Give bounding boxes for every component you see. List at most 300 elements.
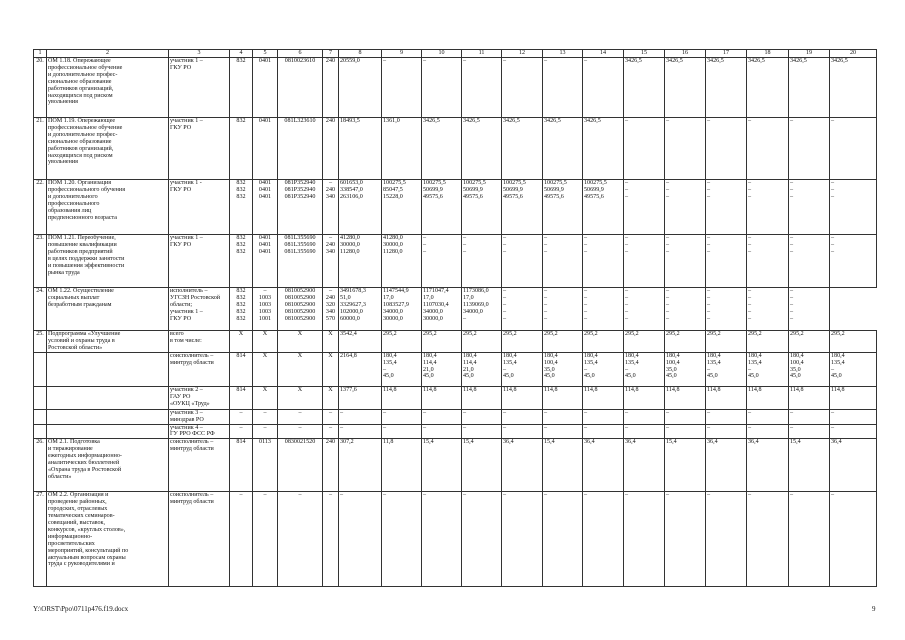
cell-line: 60000,0 [340, 315, 360, 322]
cell-line: – [625, 241, 629, 248]
cell-y2030 [830, 180, 877, 235]
cell-line: – [298, 409, 302, 416]
cell-line [48, 410, 167, 417]
cell-line: – [503, 301, 507, 308]
cell-expense-type-code [323, 492, 339, 587]
cell-line: – [239, 424, 243, 431]
cell-line: – [748, 308, 752, 315]
header-cell: 15 [624, 50, 665, 58]
cell-line: ПОМ 1.19. Опережающее [48, 118, 116, 124]
cell-line: 3426,5 [584, 118, 601, 124]
header-cell: 18 [747, 50, 789, 58]
cell-line: 832 [236, 294, 246, 301]
cell-line: – [423, 58, 427, 64]
cell-line: находящихся под риском [48, 152, 113, 159]
cell-y2025 [624, 58, 665, 118]
page-number: 9 [872, 605, 876, 613]
cell-y2027 [706, 352, 747, 386]
cell-line: – [625, 301, 629, 308]
cell-line: области» [48, 473, 72, 480]
cell-measure-name [47, 235, 169, 288]
cell-line: – [831, 248, 835, 255]
cell-line: 50699,9 [463, 186, 483, 193]
cell-line: 23. [36, 235, 44, 241]
cell-target-article-code [278, 409, 323, 424]
cell-line: – [707, 193, 711, 200]
cell-line: – [544, 294, 548, 301]
cell-line: – [503, 248, 507, 255]
cell-line: 17,0 [383, 294, 394, 301]
cell-line: – [831, 118, 835, 124]
cell-row-number [34, 118, 47, 180]
cell-line: – [790, 301, 794, 308]
cell-line: увольнения [48, 159, 78, 166]
cell-y2027 [706, 386, 747, 409]
cell-line: 20. [36, 58, 44, 64]
cell-line: – [625, 118, 629, 124]
cell-line: 3426,5 [544, 118, 561, 124]
cell-measure-name [47, 331, 169, 353]
cell-line: – [666, 294, 670, 301]
cell-y2026 [665, 235, 706, 288]
cell-line: – [383, 424, 387, 431]
cell-target-article-code [278, 424, 323, 439]
cell-line: – [503, 308, 507, 315]
cell-line: – [263, 492, 267, 499]
cell-line: 240 [325, 294, 336, 301]
cell-line: 0401 [258, 118, 272, 124]
cell-line: – [263, 288, 267, 294]
cell-target-article-code [278, 439, 323, 492]
cell-line: 3542,4 [340, 331, 357, 337]
cell-line: 51,0 [340, 294, 351, 301]
cell-line: 1003 [258, 308, 272, 315]
cell-line: 3426,5 [625, 58, 642, 64]
cell-measure-name [47, 352, 169, 386]
cell-line: 180,4 [625, 352, 639, 359]
cell-line: – [503, 294, 507, 301]
cell-line: тематических семинаров- [48, 513, 115, 520]
cell-line: 45,0 [584, 373, 595, 380]
cell-line: 135,4 [625, 359, 639, 366]
cell-line: 1361,0 [383, 118, 400, 124]
cell-executor [169, 331, 230, 353]
cell-line: 180,4 [748, 352, 762, 359]
header-cell: 3 [169, 50, 230, 58]
cell-y2026 [665, 180, 706, 235]
cell-y2027 [706, 424, 747, 439]
cell-total-sum [339, 58, 382, 118]
cell-y2024 [583, 439, 624, 492]
cell-line: – [748, 288, 752, 294]
cell-y2027 [706, 58, 747, 118]
cell-line: 21. [36, 118, 44, 124]
cell-line: 114,8 [503, 386, 517, 393]
cell-line: 180,4 [666, 352, 680, 359]
cell-section-code [253, 409, 278, 424]
cell-line: – [298, 492, 302, 499]
footer-file-path: Y:\ORST\Ppo\0711p476.f19.docx [33, 605, 129, 613]
cell-line: – [625, 315, 629, 322]
cell-line: – [625, 186, 629, 193]
cell-line [48, 387, 167, 394]
cell-y2023 [543, 180, 583, 235]
cell-line: – [423, 241, 427, 248]
cell-line: – [298, 424, 302, 431]
cell-row-number [34, 352, 47, 386]
cell-y2022 [502, 58, 543, 118]
cell-line: 100275,5 [584, 180, 607, 186]
cell-line: 45,0 [544, 373, 555, 380]
cell-total-sum [339, 331, 382, 353]
cell-line: – [790, 180, 794, 186]
cell-y2026 [665, 492, 706, 587]
cell-y2025 [624, 180, 665, 235]
cell-line: 100,4 [544, 359, 558, 366]
cell-line: 45,0 [666, 373, 677, 380]
cell-line: 180,4 [790, 352, 804, 359]
cell-line: 100,4 [666, 359, 680, 366]
cell-line: минтруд области [170, 359, 214, 366]
cell-expense-type-code [323, 424, 339, 439]
cell-expense-type-code [323, 288, 339, 331]
cell-line: – [707, 308, 711, 315]
cell-executor [169, 118, 230, 180]
cell-y2029 [789, 409, 830, 424]
cell-y2020 [422, 58, 462, 118]
cell-y2028 [747, 118, 789, 180]
cell-line: – [584, 58, 588, 64]
cell-y2024 [583, 331, 624, 353]
cell-section-code [253, 118, 278, 180]
cell-y2021 [462, 58, 502, 118]
cell-line: 0401 [258, 58, 272, 64]
cell-line: безработным гражданам [48, 301, 112, 308]
cell-line: 3426,5 [463, 118, 480, 124]
cell-y2024 [583, 352, 624, 386]
cell-line: 0810052900 [284, 308, 316, 315]
cell-y2024 [583, 409, 624, 424]
cell-line: – [707, 301, 711, 308]
cell-line: 135,4 [503, 359, 517, 366]
cell-line: – [790, 315, 794, 322]
cell-line: 0113 [259, 439, 271, 446]
cell-line: актуальным вопросам охраны [48, 554, 126, 561]
cell-y2030 [830, 439, 877, 492]
cell-grbs-code [230, 424, 253, 439]
cell-line: – [790, 288, 794, 294]
cell-grbs-code [230, 235, 253, 288]
cell-line: 1083527,9 [383, 301, 409, 308]
cell-line: 30000,0 [383, 315, 403, 322]
cell-line: 15,4 [544, 439, 555, 446]
cell-total-sum [339, 386, 382, 409]
cell-line: 320 [325, 301, 336, 308]
cell-line: 41280,0 [383, 235, 403, 241]
cell-line: 0810052900 [284, 301, 316, 308]
cell-y2023 [543, 439, 583, 492]
header-cell: 10 [422, 50, 462, 58]
cell-line: 114,8 [831, 386, 845, 393]
cell-line: 340 [325, 308, 336, 315]
cell-line: 601653,0 [340, 180, 363, 186]
header-cell: 7 [323, 50, 339, 58]
table-row [34, 409, 877, 424]
cell-y2030 [830, 352, 877, 386]
cell-line: 50699,9 [584, 186, 604, 193]
cell-line: 114,8 [423, 386, 437, 393]
cell-line: – [748, 409, 752, 416]
cell-line: исполнитель – [170, 288, 208, 294]
cell-line: 081L355690 [284, 241, 316, 248]
cell-y2025 [624, 331, 665, 353]
cell-total-sum [339, 118, 382, 180]
cell-line: ОМ 2.1. Подготовка [48, 439, 100, 446]
cell-line: 295,2 [748, 331, 762, 337]
cell-line: 49575,6 [463, 193, 483, 200]
cell-y2020 [422, 288, 462, 331]
cell-measure-name [47, 288, 169, 331]
cell-line: 0401 [258, 193, 272, 200]
cell-y2020 [422, 409, 462, 424]
cell-y2026 [665, 331, 706, 353]
cell-line: 45,0 [383, 373, 394, 380]
cell-y2029 [789, 386, 830, 409]
cell-line: Подпрограмма «Улучшение [48, 331, 121, 337]
cell-line: Ростовской области» [48, 344, 103, 351]
cell-y2023 [543, 58, 583, 118]
cell-line: – [340, 409, 344, 416]
cell-line: предпенсионного возраста [48, 214, 117, 221]
cell-line: ГКУ РО [170, 315, 192, 322]
cell-line: – [328, 409, 333, 416]
cell-line: – [584, 308, 588, 315]
cell-line: 36,4 [707, 439, 718, 446]
cell-line: 135,4 [748, 359, 762, 366]
cell-line: «Охрана труда в Ростовской [48, 466, 122, 473]
cell-line: – [707, 366, 711, 373]
cell-line: социальных выплат [48, 294, 100, 301]
cell-line: X [297, 331, 303, 337]
cell-line: X [328, 386, 333, 393]
cell-line: – [625, 193, 629, 200]
cell-line: 36,4 [584, 439, 595, 446]
cell-line: – [831, 366, 835, 373]
cell-expense-type-code [323, 180, 339, 235]
cell-line: 114,8 [544, 386, 558, 393]
cell-line: 15,4 [423, 439, 434, 446]
cell-line: – [544, 424, 548, 431]
cell-line: 814 [236, 352, 246, 359]
cell-line: – [544, 235, 548, 241]
cell-line: участник 1 – [170, 308, 203, 315]
cell-line: – [625, 180, 629, 186]
cell-y2022 [502, 386, 543, 409]
cell-line: – [666, 308, 670, 315]
cell-line: – [239, 409, 243, 416]
cell-line: 295,2 [383, 331, 397, 337]
cell-y2022 [502, 352, 543, 386]
cell-grbs-code [230, 352, 253, 386]
cell-line: увольнения [48, 99, 78, 106]
cell-line: 36,4 [748, 439, 759, 446]
cell-row-number [34, 386, 47, 409]
cell-line: в том числе: [170, 337, 202, 344]
cell-y2023 [543, 352, 583, 386]
cell-line: 0401 [258, 248, 272, 255]
cell-line: 15,4 [790, 439, 801, 446]
cell-y2022 [502, 492, 543, 587]
cell-line: 814 [236, 386, 246, 393]
cell-grbs-code [230, 439, 253, 492]
cell-line: – [463, 235, 467, 241]
cell-y2022 [502, 409, 543, 424]
cell-section-code [253, 492, 278, 587]
cell-line: 832 [236, 308, 246, 315]
cell-line: – [748, 241, 752, 248]
cell-y2019 [382, 386, 422, 409]
cell-line: 114,8 [748, 386, 762, 393]
cell-line: – [831, 186, 835, 193]
cell-line: 114,4 [463, 359, 477, 366]
cell-y2023 [543, 235, 583, 288]
cell-line: 832 [236, 180, 246, 186]
cell-line: – [831, 180, 835, 186]
cell-row-number [34, 180, 47, 235]
cell-line: 15228,0 [383, 193, 403, 200]
cell-y2029 [789, 331, 830, 353]
cell-line: 26. [36, 439, 44, 446]
cell-grbs-code [230, 386, 253, 409]
cell-y2023 [543, 386, 583, 409]
cell-line: 295,2 [423, 331, 437, 337]
cell-line: 50699,9 [423, 186, 443, 193]
cell-total-sum [339, 492, 382, 587]
cell-line: X [238, 331, 244, 337]
cell-section-code [253, 235, 278, 288]
cell-line: рынка труда [48, 269, 80, 276]
cell-line: 100,4 [790, 359, 804, 366]
cell-y2019 [382, 424, 422, 439]
cell-y2020 [422, 492, 462, 587]
cell-line: – [831, 492, 835, 499]
table-row [34, 352, 877, 386]
cell-line: – [503, 409, 507, 416]
cell-expense-type-code [323, 58, 339, 118]
cell-line: 114,8 [625, 386, 639, 393]
cell-line: – [423, 409, 427, 416]
cell-section-code [253, 180, 278, 235]
cell-line: – [328, 492, 333, 499]
cell-target-article-code [278, 352, 323, 386]
cell-line: 295,2 [790, 331, 804, 337]
table-row [34, 58, 877, 118]
cell-line: 570 [325, 315, 336, 322]
cell-line: 240 [325, 186, 336, 193]
cell-line: 180,4 [584, 352, 598, 359]
cell-line: – [544, 248, 548, 255]
cell-line [35, 410, 45, 417]
cell-line: 0810052900 [284, 288, 316, 294]
cell-line: 114,4 [423, 359, 437, 366]
header-cell: 4 [230, 50, 253, 58]
cell-line: – [748, 235, 752, 241]
cell-line: – [625, 294, 629, 301]
cell-line: – [748, 315, 752, 322]
cell-line: условий и охраны труда в [48, 337, 115, 344]
cell-y2025 [624, 118, 665, 180]
cell-line: 295,2 [625, 331, 639, 337]
cell-line: 11,8 [383, 439, 394, 446]
cell-line: 0401 [258, 235, 272, 241]
cell-line: – [584, 301, 588, 308]
cell-line: – [831, 409, 835, 416]
cell-line: области; [170, 301, 193, 308]
cell-line: 1003 [258, 301, 272, 308]
cell-section-code [253, 386, 278, 409]
cell-y2027 [706, 118, 747, 180]
cell-line: 18493,5 [340, 118, 360, 124]
cell-section-code [253, 288, 278, 331]
cell-target-article-code [278, 288, 323, 331]
cell-y2027 [706, 180, 747, 235]
cell-line: 45,0 [463, 373, 474, 380]
cell-y2030 [830, 118, 877, 180]
cell-line: 3426,5 [666, 58, 683, 64]
cell-line: – [503, 366, 507, 373]
cell-executor [169, 386, 230, 409]
cell-line: 832 [236, 186, 246, 193]
cell-line: – [239, 492, 243, 499]
cell-y2025 [624, 288, 665, 331]
cell-line: проведение районных, [48, 499, 107, 506]
cell-line: 340 [325, 193, 336, 200]
cell-line: 1001 [258, 315, 272, 322]
cell-line: – [423, 424, 427, 431]
cell-expense-type-code [323, 439, 339, 492]
cell-line: – [328, 180, 333, 186]
cell-row-number [34, 331, 47, 353]
cell-line: X [262, 386, 268, 393]
cell-y2021 [462, 118, 502, 180]
cell-row-number [34, 439, 47, 492]
cell-y2026 [665, 409, 706, 424]
cell-row-number [34, 409, 47, 424]
cell-y2020 [422, 386, 462, 409]
cell-target-article-code [278, 492, 323, 587]
cell-line: – [831, 235, 835, 241]
cell-line: УГСЗН Ростовской [170, 294, 221, 301]
cell-line: 263106,0 [340, 193, 363, 200]
cell-grbs-code [230, 58, 253, 118]
table-row [34, 439, 877, 492]
cell-line: – [544, 58, 548, 64]
cell-line: 0401 [258, 186, 272, 193]
cell-line: – [748, 193, 752, 200]
cell-line: – [831, 193, 835, 200]
cell-line: 100275,5 [544, 180, 567, 186]
header-cell: 9 [382, 50, 422, 58]
cell-line: 21,0 [463, 366, 474, 373]
cell-y2019 [382, 352, 422, 386]
cell-executor [169, 439, 230, 492]
header-cell: 2 [47, 50, 169, 58]
cell-line: – [625, 409, 629, 416]
cell-y2019 [382, 58, 422, 118]
header-cell: 12 [502, 50, 543, 58]
cell-section-code [253, 58, 278, 118]
cell-line: 3426,5 [748, 58, 765, 64]
